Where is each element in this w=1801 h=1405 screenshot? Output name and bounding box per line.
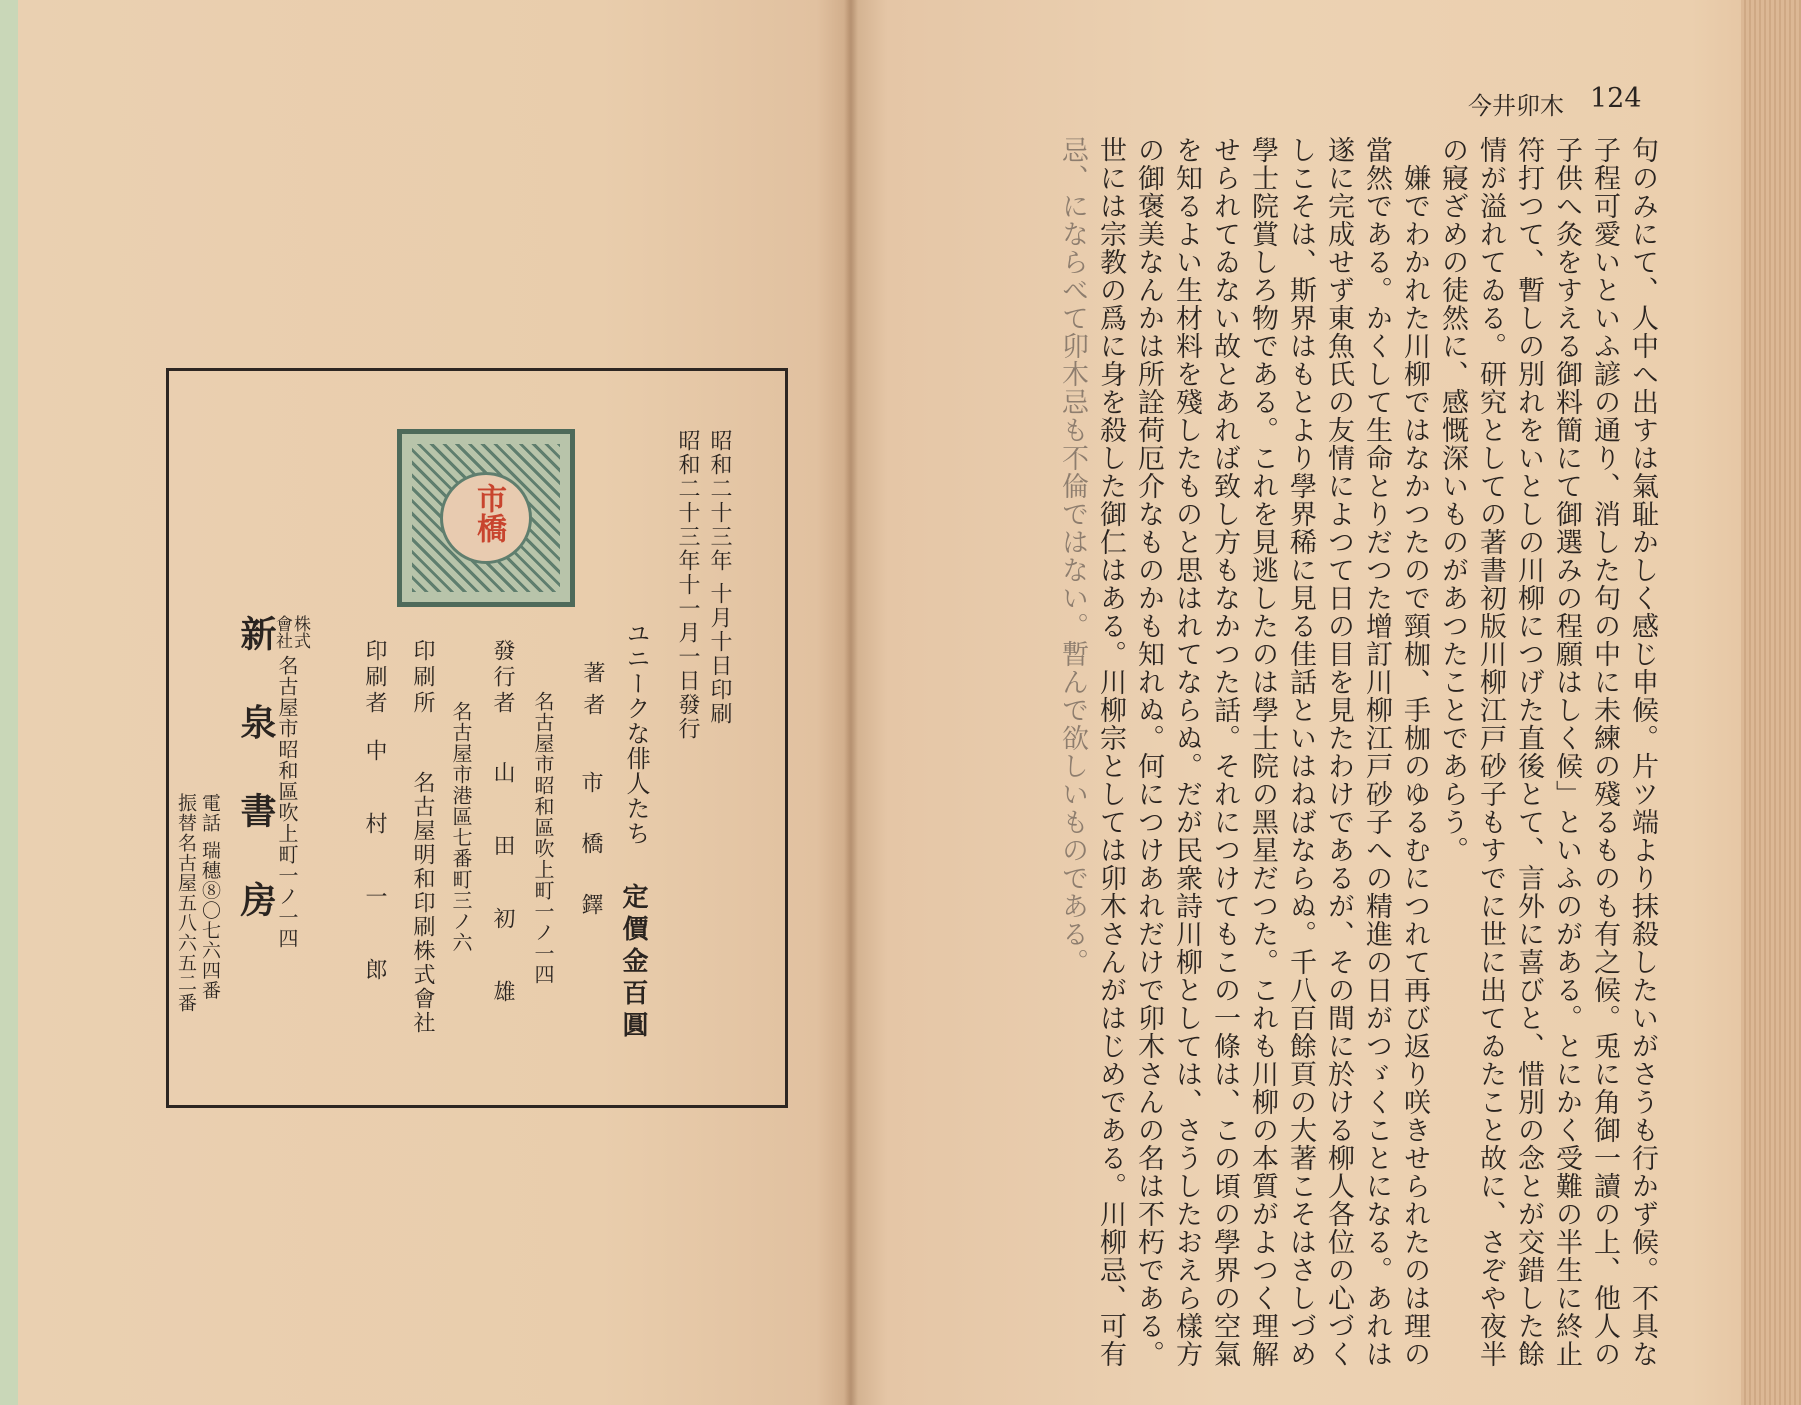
page-number: 124 <box>1590 83 1642 114</box>
text-column: 世には宗教の爲に身を殺した御仁はある。川柳宗としては卯木さんがはじめである。川柳忌、可有 <box>1095 136 1126 1368</box>
print-date: 昭和二十三年 十月十日印刷 <box>707 429 732 726</box>
author-label: 著者 <box>580 661 605 725</box>
text-column: せられてゐない故とあれば致し方もなかつた話。それにつけてもこの一條は、この頃の學界の空氣 <box>1209 136 1240 1368</box>
printer-label: 印刷者 <box>362 639 387 717</box>
text-column: 符打つて、暫しの別れをいとしの川柳につげた直後とて、言外に喜びと、惜別の念とが交錯した餘 <box>1513 136 1544 1368</box>
text-column: を知るよい生材料を殘したものと思はれてならぬ。だが民衆詩川柳としては、さうしたおえら樣方 <box>1171 136 1202 1368</box>
text-column: 忌、にならべて卯木忌も不倫ではない。暫んで欲しいものである。 <box>1057 136 1088 976</box>
author-name: 市 橋 鐸 <box>578 771 603 931</box>
running-header: 今井卯木 <box>1468 92 1564 120</box>
text-column: 遂に完成せず東魚氏の友情によつて日の目を見たわけであるが、その間に於ける柳人各位の心づく <box>1323 136 1354 1368</box>
publisher-name: 山 田 初 雄 <box>490 761 515 1024</box>
company-type: 株式會社 <box>272 615 310 649</box>
publisher-label: 發行者 <box>490 639 515 717</box>
publish-date: 昭和二十三年十一月一日發行 <box>675 429 700 741</box>
text-column: 嫌でわかれた川柳ではなかつたので頸枷、手枷のゆるむにつれて再び返り咲きせられたのは理の <box>1399 136 1430 1368</box>
book-gutter <box>844 0 858 1405</box>
printing-office-name: 名古屋明和印刷株式會社 <box>410 771 435 1035</box>
printing-office-address: 名古屋市港區七番町三ノ六 <box>449 701 473 953</box>
seal-circle <box>440 472 532 564</box>
colophon-box <box>166 368 788 1108</box>
text-column: 句のみにて、人中へ出すは氣耻かしく感じ申候。片ツ端より抹殺したいがさうも行かず候。不具な <box>1627 136 1658 1368</box>
book-spread <box>18 0 1801 1405</box>
page-edges <box>1741 0 1801 1405</box>
price: 定價金百圓 <box>618 883 648 1043</box>
seal-pattern <box>412 444 560 592</box>
text-column: 當然である。かくして生命とりだつた增訂川柳江戸砂子への精進の日がつゞくことになる。あれは <box>1361 136 1392 1368</box>
author-seal <box>397 429 575 607</box>
text-column: 學士院賞しろ物である。これを見逃したのは學士院の黑星だつた。これも川柳の本質がよつく理解 <box>1247 136 1278 1368</box>
printer-name: 中 村 一 郎 <box>362 739 387 1002</box>
transfer-account: 振替名古屋五八六五二番 <box>175 793 197 1013</box>
seal-stamp-text: 市橋 <box>471 483 506 543</box>
text-column: 情が溢れてゐる。研究としての著書初版川柳江戸砂子もすでに世に出てゐたこと故に、さぞや夜半 <box>1475 136 1506 1368</box>
company-address: 名古屋市昭和區吹上町一ノ一四 <box>275 655 299 949</box>
phone-number: 電話 瑞穗⑧〇七六四番 <box>199 793 221 1001</box>
text-column: の寢ざめの徒然に、感慨深いものがあつたことであらう。 <box>1437 136 1468 864</box>
author-address: 名古屋市昭和區吹上町一ノ一四 <box>531 691 555 985</box>
company-name: 新 泉 書 房 <box>235 615 277 937</box>
text-column: 子供へ灸をすえる御料簡にて御選みの程願はしく候」といふのがある。とにかく受難の半生に終止 <box>1551 136 1582 1368</box>
printing-office-label: 印刷所 <box>410 639 435 717</box>
text-column: しこそは、斯界はもとより學界稀に見る佳話といはねばならぬ。千八百餘頁の大著こそはさしづめ <box>1285 136 1316 1368</box>
text-column: 子程可愛いといふ諺の通り、消した句の中に未練の殘るものも有之候。兎に角御一讀の上、他人の <box>1589 136 1620 1368</box>
book-title: ユニークな俳人たち <box>622 621 650 846</box>
text-column: の御褒美なんかは所詮荷厄介なものかも知れぬ。何につけあれだけで卯木さんの名は不朽である。 <box>1133 136 1164 1368</box>
